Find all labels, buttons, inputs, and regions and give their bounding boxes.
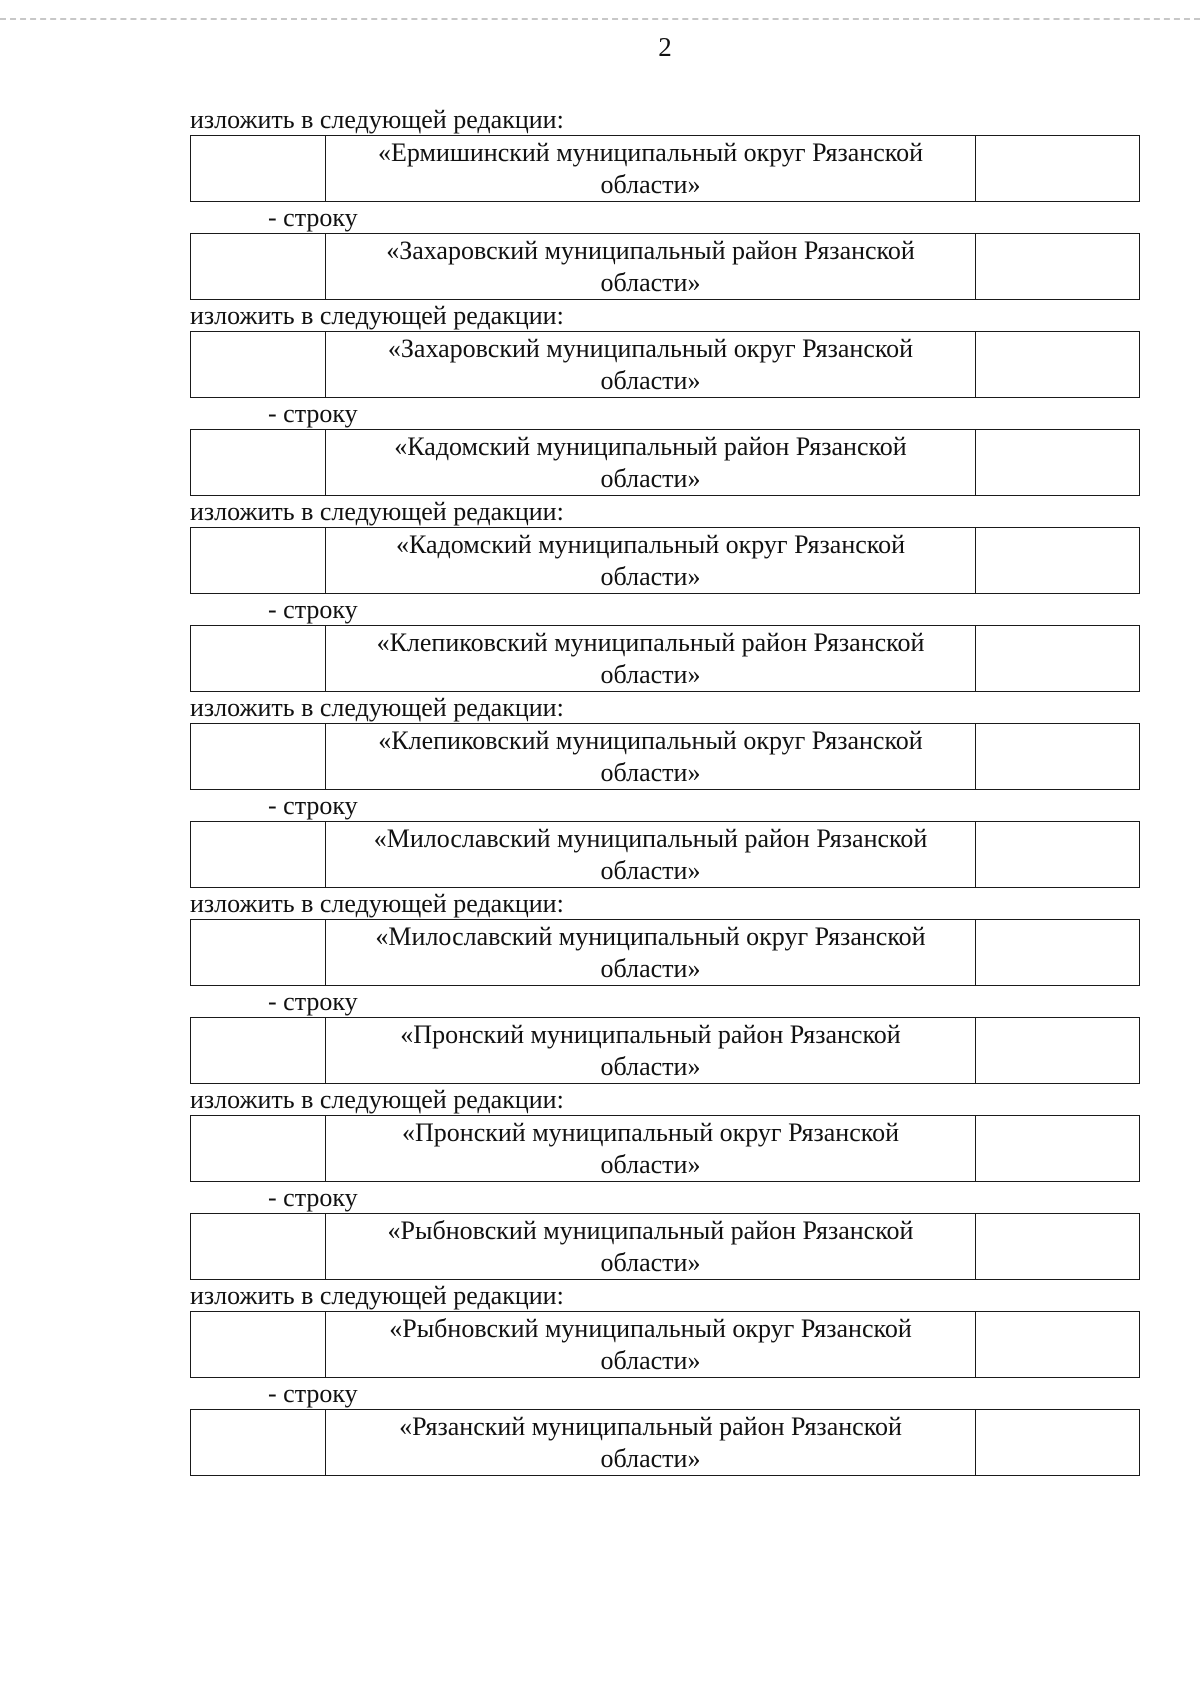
table-cell-number [191,1312,326,1377]
name-line-1: «Клепиковский муниципальный округ Рязанской [378,726,923,755]
name-line-1: «Рязанский муниципальный район Рязанской [399,1412,902,1441]
stroke-label: - строку [268,595,358,624]
page-number: 2 [658,32,672,62]
table-cell-number [191,1410,326,1475]
table-cell-name [326,1312,976,1377]
instruction-text: изложить в следующей редакции: [190,301,564,330]
table-cell-name [326,528,976,593]
table-row [190,1115,1140,1182]
name-line-2: области» [600,856,701,885]
table-row [190,723,1140,790]
stroke-label: - строку [268,1379,358,1408]
table-cell-extra [976,136,1139,201]
table-row [190,331,1140,398]
name-line-2: области» [600,1248,701,1277]
section-9 [190,989,1140,1084]
section-11 [190,1185,1140,1280]
table-cell-name [326,822,976,887]
table-row [190,1213,1140,1280]
table-row [190,625,1140,692]
table-row [190,1409,1140,1476]
name-line-2: области» [600,1346,701,1375]
name-line-2: области» [600,170,701,199]
name-line-2: области» [600,268,701,297]
scan-edge-line [0,18,1200,20]
table-cell-name [326,920,976,985]
table-cell-extra [976,1312,1139,1377]
table-cell-name [326,1018,976,1083]
name-line-1: «Рыбновский муниципальный округ Рязанской [389,1314,912,1343]
table-cell-name [326,430,976,495]
section-2 [190,303,1140,398]
table-cell-extra [976,822,1139,887]
name-line-2: области» [600,464,701,493]
name-line-1: «Милославский муниципальный район Рязанской [373,824,928,853]
table-row [190,135,1140,202]
section-12 [190,1283,1140,1378]
stroke-label: - строку [268,1183,358,1212]
table-cell-extra [976,1214,1139,1279]
section-13 [190,1381,1140,1476]
table-cell-extra [976,332,1139,397]
name-line-1: «Пронский муниципальный округ Рязанской [402,1118,899,1147]
table-cell-number [191,234,326,299]
table-cell-number [191,528,326,593]
table-cell-name [326,1116,976,1181]
table-cell-extra [976,920,1139,985]
name-line-1: «Пронский муниципальный район Рязанской [400,1020,901,1049]
table-cell-extra [976,234,1139,299]
name-line-1: «Рыбновский муниципальный район Рязанской [387,1216,914,1245]
name-line-2: области» [600,758,701,787]
instruction-text: изложить в следующей редакции: [190,105,564,134]
name-line-1: «Клепиковский муниципальный район Рязанской [376,628,925,657]
stroke-label: - строку [268,203,358,232]
table-cell-number [191,1116,326,1181]
stroke-label: - строку [268,791,358,820]
stroke-label: - строку [268,399,358,428]
table-cell-extra [976,1018,1139,1083]
section-3 [190,401,1140,496]
table-cell-number [191,332,326,397]
section-0 [190,107,1140,202]
name-line-2: области» [600,562,701,591]
table-cell-extra [976,1116,1139,1181]
table-cell-name [326,136,976,201]
table-cell-name [326,724,976,789]
section-10 [190,1087,1140,1182]
name-line-2: области» [600,1052,701,1081]
table-cell-extra [976,724,1139,789]
document-body [190,107,1140,1479]
table-row [190,429,1140,496]
section-7 [190,793,1140,888]
instruction-text: изложить в следующей редакции: [190,497,564,526]
instruction-text: изложить в следующей редакции: [190,889,564,918]
table-cell-extra [976,626,1139,691]
table-cell-extra [976,430,1139,495]
table-row [190,233,1140,300]
name-line-1: «Ермишинский муниципальный округ Рязанской [378,138,923,167]
stroke-label: - строку [268,987,358,1016]
name-line-2: области» [600,1150,701,1179]
instruction-text: изложить в следующей редакции: [190,693,564,722]
table-cell-number [191,920,326,985]
table-row [190,821,1140,888]
section-6 [190,695,1140,790]
table-cell-name [326,626,976,691]
table-cell-number [191,724,326,789]
name-line-2: области» [600,366,701,395]
table-cell-number [191,626,326,691]
table-cell-number [191,136,326,201]
name-line-1: «Кадомский муниципальный район Рязанской [394,432,907,461]
table-row [190,527,1140,594]
table-cell-name [326,234,976,299]
name-line-2: области» [600,1444,701,1473]
table-cell-name [326,332,976,397]
table-cell-number [191,430,326,495]
section-1 [190,205,1140,300]
name-line-2: области» [600,660,701,689]
section-8 [190,891,1140,986]
table-cell-number [191,1018,326,1083]
name-line-1: «Кадомский муниципальный округ Рязанской [395,530,906,559]
instruction-text: изложить в следующей редакции: [190,1281,564,1310]
table-cell-number [191,822,326,887]
table-cell-number [191,1214,326,1279]
table-cell-extra [976,528,1139,593]
instruction-text: изложить в следующей редакции: [190,1085,564,1114]
name-line-2: области» [600,954,701,983]
name-line-1: «Захаровский муниципальный округ Рязанской [387,334,914,363]
table-row [190,919,1140,986]
name-line-1: «Милославский муниципальный округ Рязанской [375,922,926,951]
table-cell-extra [976,1410,1139,1475]
section-5 [190,597,1140,692]
table-cell-name [326,1410,976,1475]
table-row [190,1311,1140,1378]
table-row [190,1017,1140,1084]
section-4 [190,499,1140,594]
table-cell-name [326,1214,976,1279]
name-line-1: «Захаровский муниципальный район Рязанской [386,236,915,265]
